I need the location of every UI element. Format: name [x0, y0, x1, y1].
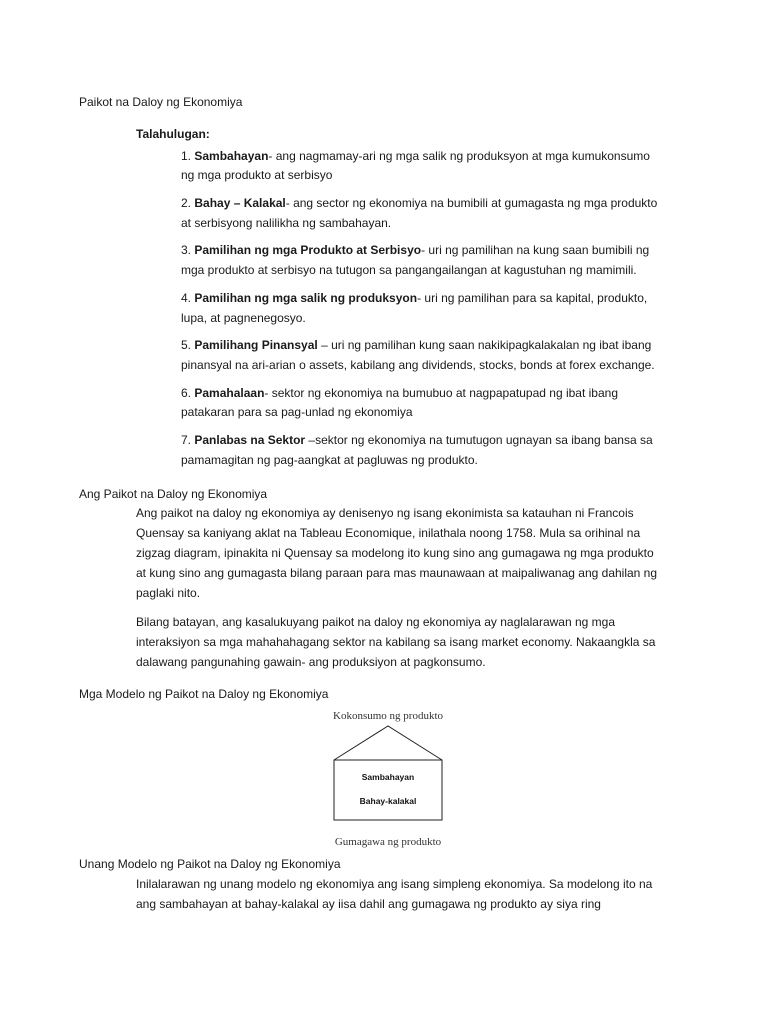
- item-term: Sambahayan: [194, 149, 269, 163]
- box-label-sambahayan: Sambahayan: [361, 772, 415, 782]
- paragraph-line: dalawang pangunahing gawain- ang produksiyon at pagkonsumo.: [136, 655, 486, 669]
- paragraph-line: at kung sino ang gumagasta bilang paraan para mas maunawaan at maipaliwanag ang dahilan ng: [136, 566, 658, 580]
- item-definition: –sektor ng ekonomiya na tumutugon ugnayan sa ibang bansa sa: [305, 433, 653, 447]
- item-number: 2.: [181, 196, 192, 210]
- paragraph-line: Inilalarawan ng unang modelo ng ekonomiya ang isang simpleng ekonomiya. Sa modelong ito na: [136, 877, 653, 891]
- paragraph-line: Ang paikot na daloy ng ekonomiya ay denisenyo ng isang ekonimista sa katauhan ni Francois: [136, 506, 634, 520]
- document-title: Paikot na Daloy ng Ekonomiya: [79, 95, 243, 109]
- item-number: 3.: [181, 243, 192, 257]
- item-term: Bahay – Kalakal: [194, 196, 286, 210]
- paragraph-line: interaksiyon sa mga mahahahagang sektor na kabilang sa isang market economy. Nakaangkla sa: [136, 635, 656, 649]
- item-number: 5.: [181, 338, 192, 352]
- section-heading: Mga Modelo ng Paikot na Daloy ng Ekonomiya: [79, 687, 329, 701]
- item-definition: - ang nagmamay-ari ng mga salik ng produksyon at mga kumukonsumo: [268, 149, 650, 163]
- paragraph-line: Bilang batayan, ang kasalukuyang paikot na daloy ng ekonomiya ay naglalarawan ng mga: [136, 615, 615, 629]
- item-number: 6.: [181, 386, 192, 400]
- item-term: Pamilihan ng mga Produkto at Serbisyo: [194, 243, 422, 257]
- item-term: Pamilihang Pinansyal: [194, 338, 318, 352]
- item-number: 4.: [181, 291, 192, 305]
- item-definition: - uri ng pamilihan para sa kapital, produkto,: [417, 291, 648, 305]
- glossary-heading: Talahulugan:: [136, 127, 210, 141]
- item-definition-cont: pamamagitan ng pag-aangkat at pagluwas ng produkto.: [181, 453, 478, 467]
- paragraph-line: Quensay sa kaniyang aklat na Tableau Economique, inilathala noong 1758. Mula sa orihinal na: [136, 526, 641, 540]
- item-definition-cont: at serbisyong nalilikha ng sambahayan.: [181, 216, 392, 230]
- paragraph-line: paglaki nito.: [136, 586, 201, 600]
- item-definition: – uri ng pamilihan kung saan nakikipagkalakalan ng ibat ibang: [317, 338, 652, 352]
- item-term: Panlabas na Sektor: [194, 433, 306, 447]
- section-heading: Unang Modelo ng Paikot na Daloy ng Ekonomiya: [79, 857, 341, 871]
- item-definition: - sektor ng ekonomiya na bumubuo at nagpapatupad ng ibat ibang: [264, 386, 618, 400]
- box-label-bahay-kalakal: Bahay-kalakal: [359, 796, 417, 806]
- item-term: Pamilihan ng mga salik ng produksyon: [194, 291, 418, 305]
- roof-shape: [334, 726, 442, 760]
- item-definition: - ang sector ng ekonomiya na bumibili at gumagasta ng mga produkto: [285, 196, 658, 210]
- item-term: Pamahalaan: [194, 386, 265, 400]
- diagram-bottom-label: Gumagawa ng produkto: [334, 836, 442, 848]
- diagram-top-label: Kokonsumo ng produkto: [333, 710, 443, 722]
- circular-flow-diagram: [318, 706, 458, 852]
- item-number: 7.: [181, 433, 192, 447]
- item-definition-cont: patakaran para sa pag-unlad ng ekonomiya: [181, 405, 413, 419]
- item-definition-cont: mga produkto at serbisyo na tutugon sa pangangailangan at kagustuhan ng mamimili.: [181, 263, 637, 277]
- section-heading: Ang Paikot na Daloy ng Ekonomiya: [79, 487, 268, 501]
- item-definition: - uri ng pamilihan na kung saan bumibili ng: [421, 243, 650, 257]
- item-number: 1.: [181, 149, 192, 163]
- item-definition-cont: pinansyal na ari-arian o assets, kabilang ang dividends, stocks, bonds at forex exchange.: [181, 358, 655, 372]
- house-diagram-svg: [318, 706, 458, 852]
- paragraph-line: zigzag diagram, ipinakita ni Quensay sa modelong ito kung sino ang gumagawa ng mga produkto: [136, 546, 654, 560]
- house-box: [334, 760, 442, 820]
- item-definition-cont: lupa, at pagnenegosyo.: [181, 311, 306, 325]
- paragraph-line: ang sambahayan at bahay-kalakal ay iisa dahil ang gumagawa ng produkto ay siya ring: [136, 897, 601, 911]
- item-definition-cont: ng mga produkto at serbisyo: [181, 168, 333, 182]
